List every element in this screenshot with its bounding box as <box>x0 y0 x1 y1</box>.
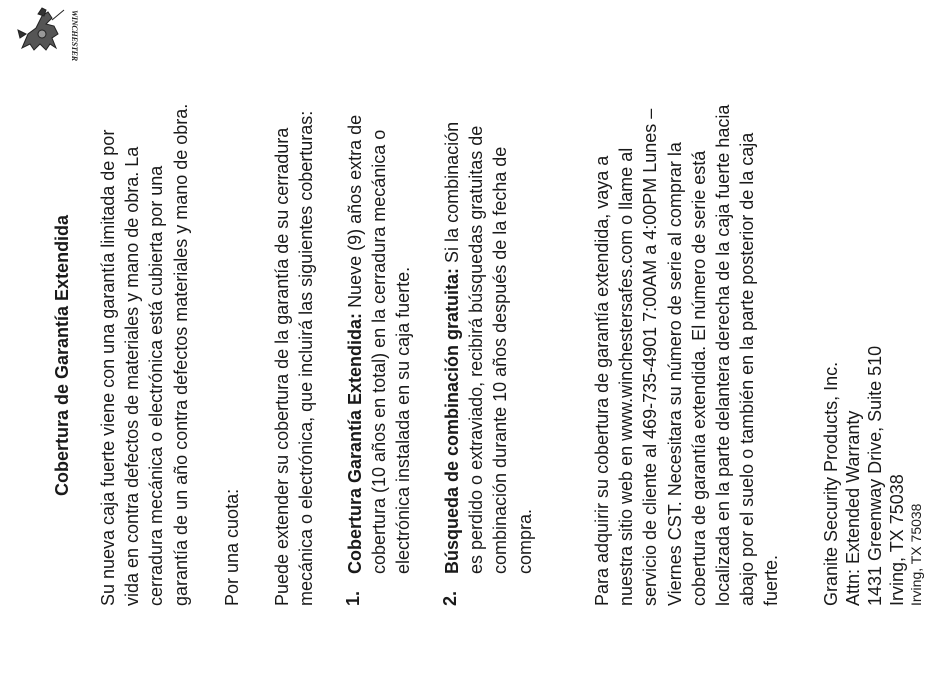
address-line: 1431 Greenway Drive, Suite 510 <box>865 345 885 606</box>
item-text: Nueve (9) años extra de <box>345 114 365 313</box>
extend-line: Puede extender su cobertura de la garantía de su cerradura <box>272 127 292 606</box>
extend-line: mecánica o electrónica, que incluirá las siguientes coberturas: <box>296 110 317 606</box>
intro-line: garantía de un año contra defectos materiales y mano de obra. <box>170 103 191 606</box>
purchase-line: cobertura de garantía extendida. El número de serie está <box>688 150 709 606</box>
item-lead: Cobertura Garantía Extendida: <box>345 312 365 574</box>
purchase-line: Para adquirir su cobertura de garantía extendida, vaya a <box>592 155 612 606</box>
purchase-line: abajo por el suelo o también en la parte posterior de la caja <box>737 132 758 606</box>
address-block <box>820 346 924 606</box>
item-line: electrónica instalada en su caja fuerte. <box>393 266 414 574</box>
page-title: Cobertura de Garantía Extendida <box>52 214 72 496</box>
address-line-small: Irving, TX 75038 <box>908 503 924 606</box>
intro-line: vida en contra defectos de materiales y mano de obra. La <box>122 146 143 606</box>
item-line: compra. <box>514 508 535 574</box>
logo-brand-text: WINCHESTER <box>70 10 79 61</box>
purchase-line: servicio de cliente al 469-735-4901 7:00AM a 4:00PM Lunes – <box>640 108 661 606</box>
list-number: 2. <box>440 590 460 606</box>
item-lead: Búsqueda de combinación gratuita: <box>442 267 462 574</box>
address-line: Granite Security Products, Inc. <box>821 361 841 606</box>
item-text: Si la combinación <box>442 121 462 268</box>
intro-paragraph <box>96 104 193 606</box>
purchase-paragraph <box>590 105 784 606</box>
fee-paragraph <box>220 489 244 606</box>
item-line: es perdido o extraviado, recibirá búsquedas gratuitas de <box>466 125 487 574</box>
fee-text: Por una cuota: <box>222 488 242 606</box>
address-line: Attn: Extended Warranty <box>843 410 863 606</box>
item-line: combinación durante 10 años después de la fecha de <box>490 146 511 574</box>
item-line: cobertura (10 años en total) en la cerradura mecánica o <box>369 129 390 574</box>
list-number: 1. <box>343 590 363 606</box>
purchase-line: localizada en la parte delantera derecha de la caja fuerte hacia <box>713 104 734 606</box>
purchase-line: Viernes CST. Necesitara su número de serie al comprar la <box>664 142 685 606</box>
address-line: Irving, TX 75038 <box>887 474 907 606</box>
purchase-line: nuestra sitio web en www.winchestersafes.com o llame al <box>616 147 637 606</box>
list-item-extended-coverage <box>343 115 416 574</box>
intro-line: Su nueva caja fuerte viene con una garantía limitada de por <box>98 129 118 606</box>
purchase-line: fuerte. <box>761 554 782 606</box>
intro-line: cerradura mecánica o electrónica está cubierta por una <box>146 165 167 606</box>
list-item-combination-search <box>440 122 537 574</box>
extend-paragraph <box>270 111 318 606</box>
